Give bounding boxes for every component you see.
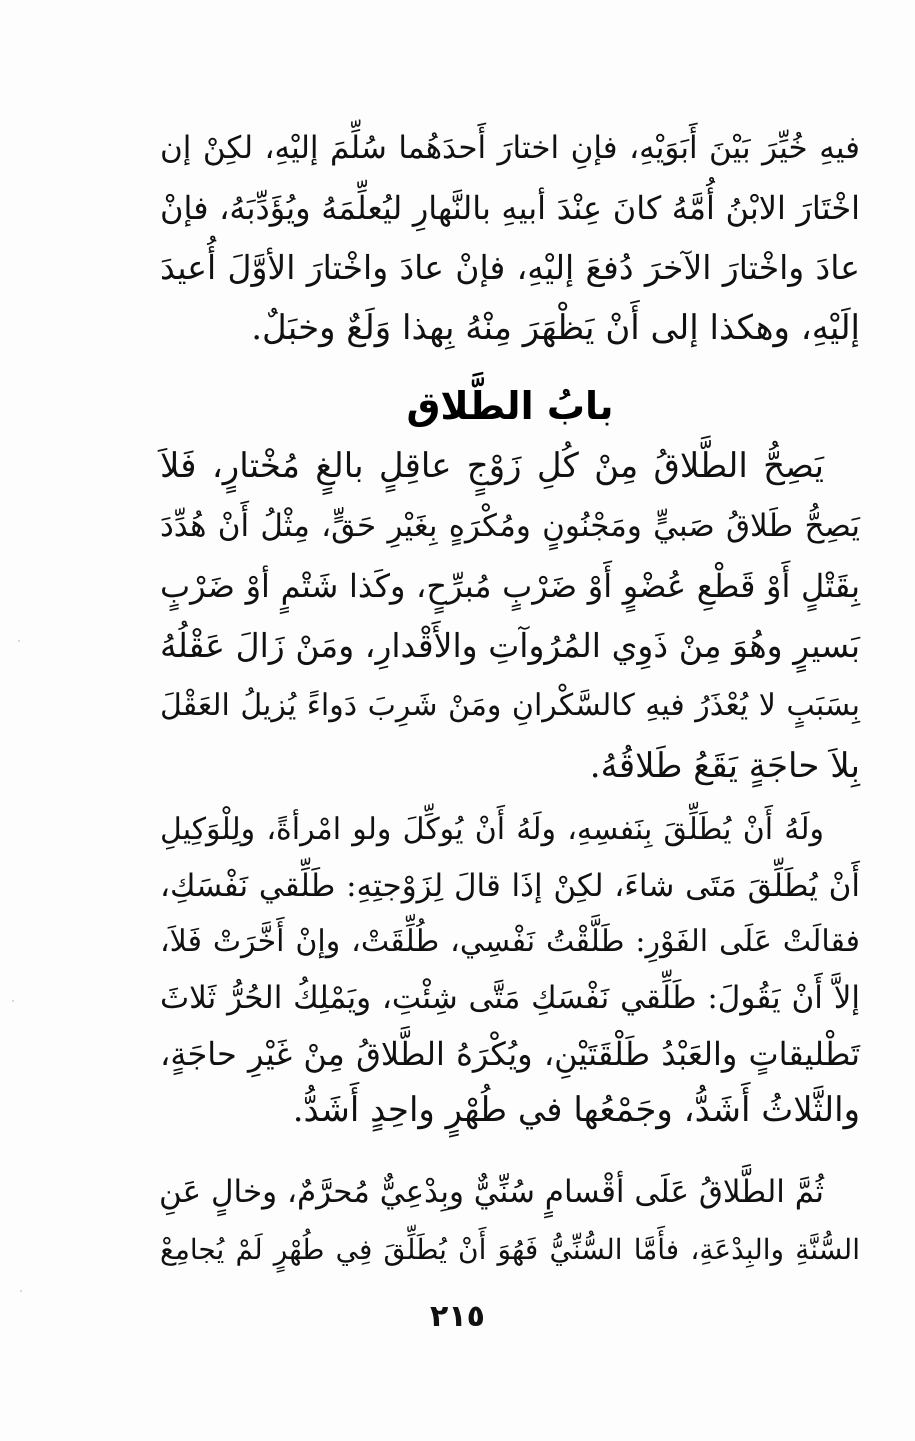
text-line: فقالَتْ عَلَى الفَوْرِ: طَلَّقْتُ نَفْسِي، طُلِّقَتْ، وإنْ أَخَّرَتْ فَلاَ، [160, 924, 860, 959]
paragraph-1 [160, 436, 860, 796]
text-line: بِقَتْلٍ أَوْ قَطْعِ عُضْوٍ أَوْ ضَرْبٍ مُبرِّحٍ، وكَذا شَتْمٍ أوْ ضَرْبٍ [160, 567, 860, 605]
text-line: فيهِ خُيِّرَ بَيْنَ أَبَوَيْهِ، فإنِ اختارَ أَحدَهُما سُلِّمَ إليْهِ، لكِنْ إن [160, 130, 860, 166]
text-line: ولَهُ أَنْ يُطَلِّقَ بِنَفسِهِ، ولَهُ أَنْ يُوكِّلَ ولو امْرأةً، ولِلْوَكِيلِ [160, 812, 824, 847]
scan-speck [18, 640, 20, 642]
text-line: يَصِحُّ الطَّلاقُ مِنْ كُلِ زَوْجٍ عاقِلٍ بالغٍ مُخْتارٍ، فَلاَ [160, 446, 824, 486]
text-line: بِسَبَبٍ لا يُعْذَرُ فيهِ كالسَّكْرانِ ومَنْ شَرِبَ دَواءً يُزيلُ العَقْلَ [160, 688, 860, 723]
text-line: تَطْليقاتٍ والعَبْدُ طَلْقَتَيْنِ، ويُكْرَهُ الطَّلاقُ مِنْ غَيْرِ حاجَةٍ، [160, 1035, 860, 1073]
text-line: إلَيْهِ، وهكذا إلى أَنْ يَظْهَرَ مِنْهُ بِهذا وَلَعٌ وخبَلٌ. [251, 308, 860, 348]
text-line: اخْتَارَ الابْنُ أُمَّهُ كانَ عِنْدَ أبيهِ بالنَّهارِ ليُعلِّمَهُ ويُؤَدِّبَهُ، فإنْ [160, 189, 860, 227]
text-line: إلاَّ أَنْ يَقُولَ: طَلِّقي نَفْسَكِ مَتَّى شِئْتِ، ويَمْلِكُ الحُرُّ ثَلاثَ [160, 980, 860, 1016]
text-line: والثَّلاثُ أَشَدُّ، وجَمْعُها في طُهْرٍ واحِدٍ أَشَدُّ. [292, 1090, 860, 1130]
paragraph-2 [160, 800, 860, 1160]
page-number: ٢١٥ [430, 1299, 485, 1334]
text-line: يَصِحُّ طَلاقُ صَبيٍّ ومَجْنُونٍ ومُكْرَهٍ بِغَيْرِ حَقٍّ، مِثْلُ أَنْ هُدِّدَ [160, 508, 860, 544]
text-line: بِلاَ حاجَةٍ يَقَعُ طَلاقُهُ. [589, 746, 860, 786]
text-line: السُّنَّةِ والبِدْعَةِ، فأَمَّا السُّنِّيُّ فَهُوَ أَنْ يُطَلِّقَ فِي طُهْرٍ لَمْ يُجامِعْ [160, 1233, 860, 1266]
section-heading: بابُ الطَّلاق [406, 384, 614, 428]
text-line: بَسيرٍ وهُوَ مِنْ ذَوِي المُرُوآتِ والأَقْدارِ، ومَنْ زَالَ عَقْلُهُ [160, 626, 860, 665]
text-line: عادَ واخْتارَ الآخرَ دُفعَ إليْهِ، فإنْ عادَ واخْتارَ الأوَّلَ أُعيدَ [160, 248, 860, 287]
intro-paragraph [160, 118, 860, 358]
text-line: أَنْ يُطَلِّقَ مَتَى شاءَ، لكِنْ إذَا قالَ لِزَوْجتِهِ: طَلِّقي نَفْسَكِ، [160, 868, 860, 904]
text-line: ثُمَّ الطَّلاقُ عَلَى أقْسامٍ سُنِّيٌّ وبِدْعِيٌّ مُحرَّمٌ، وخالٍ عَنِ [159, 1174, 824, 1210]
scan-speck [12, 1000, 14, 1002]
paragraph-3 [160, 1162, 860, 1282]
